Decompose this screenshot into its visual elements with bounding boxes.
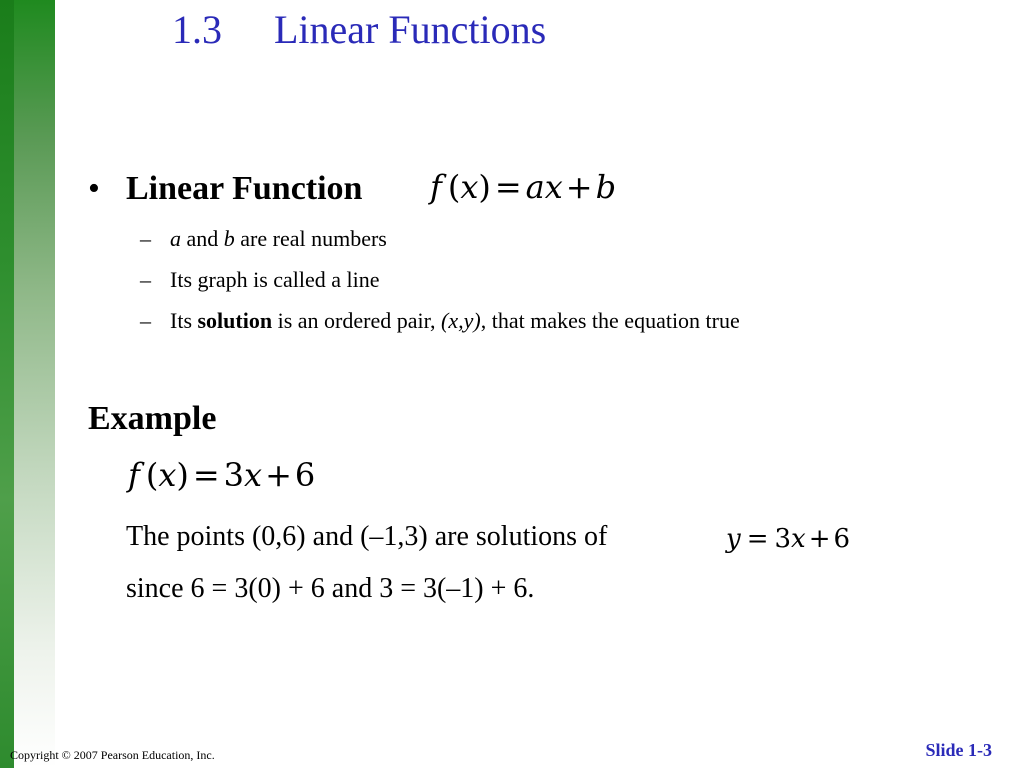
bullet-linear-function [88, 170, 362, 208]
sub3-pair: (x,y) [441, 308, 481, 333]
sub2-text: Its graph is called a line [170, 267, 380, 292]
sub3-rest: , that makes the equation true [480, 308, 740, 333]
sub-dash: – [140, 308, 151, 333]
title-text: Linear Functions [274, 7, 547, 52]
sub-bullet-graph-line [140, 267, 380, 293]
sub1-rest: are real numbers [234, 226, 387, 251]
sub1-and: and [181, 226, 224, 251]
example-line-since: since 6 = 3(0) + 6 and 3 = 3(–1) + 6. [126, 573, 535, 604]
sub3-pre: Its [170, 308, 198, 333]
ex-x: x [158, 456, 177, 494]
bullet-label: Linear Function [126, 170, 363, 207]
sub-bullet-solution [140, 308, 740, 334]
ex-rparen: ) [176, 456, 189, 494]
ex-coef: 3 [223, 456, 245, 494]
formula-ax: ax [525, 168, 563, 206]
sidebar-gradient [0, 0, 55, 768]
ex-f: f [128, 456, 140, 494]
lf-equals: = [746, 524, 769, 554]
example-formula [128, 456, 315, 494]
linear-function-formula [430, 168, 616, 206]
formula-lparen: ( [447, 168, 461, 206]
example-heading: Example [88, 400, 217, 437]
lf-plus: + [808, 524, 831, 554]
sub-dash: – [140, 267, 151, 292]
lf-const: 6 [833, 524, 851, 554]
sub1-a: a [170, 226, 181, 251]
bullet-symbol: • [88, 170, 100, 207]
lf-coef: 3 [774, 524, 792, 554]
copyright-text: Copyright © 2007 Pearson Education, Inc. [10, 748, 215, 762]
title-number: 1.3 [172, 7, 222, 52]
formula-x: x [460, 168, 479, 206]
formula-rparen: ) [478, 168, 491, 206]
formula-plus: + [565, 168, 593, 206]
lf-y: y [726, 524, 741, 554]
lf-x: x [791, 524, 806, 554]
ex-x2: x [244, 456, 263, 494]
formula-f: f [430, 168, 442, 206]
ex-lparen: ( [145, 456, 159, 494]
example-line-points: The points (0,6) and (–1,3) are solutions of [126, 521, 608, 552]
sidebar-edge-stripe [0, 0, 14, 768]
ex-plus: + [265, 456, 292, 494]
formula-equals: = [494, 168, 522, 206]
ex-equals: = [192, 456, 220, 494]
formula-b: b [595, 168, 617, 206]
sub3-mid: is an ordered pair, [272, 308, 442, 333]
ex-const: 6 [294, 456, 316, 494]
slide-number: Slide 1-3 [925, 740, 992, 760]
sub-bullet-real-numbers [140, 226, 387, 252]
slide-title [172, 6, 546, 53]
sub-dash: – [140, 226, 151, 251]
sub1-b: b [223, 226, 235, 251]
sub3-solution: solution [197, 308, 273, 333]
example-line-formula [726, 524, 850, 554]
